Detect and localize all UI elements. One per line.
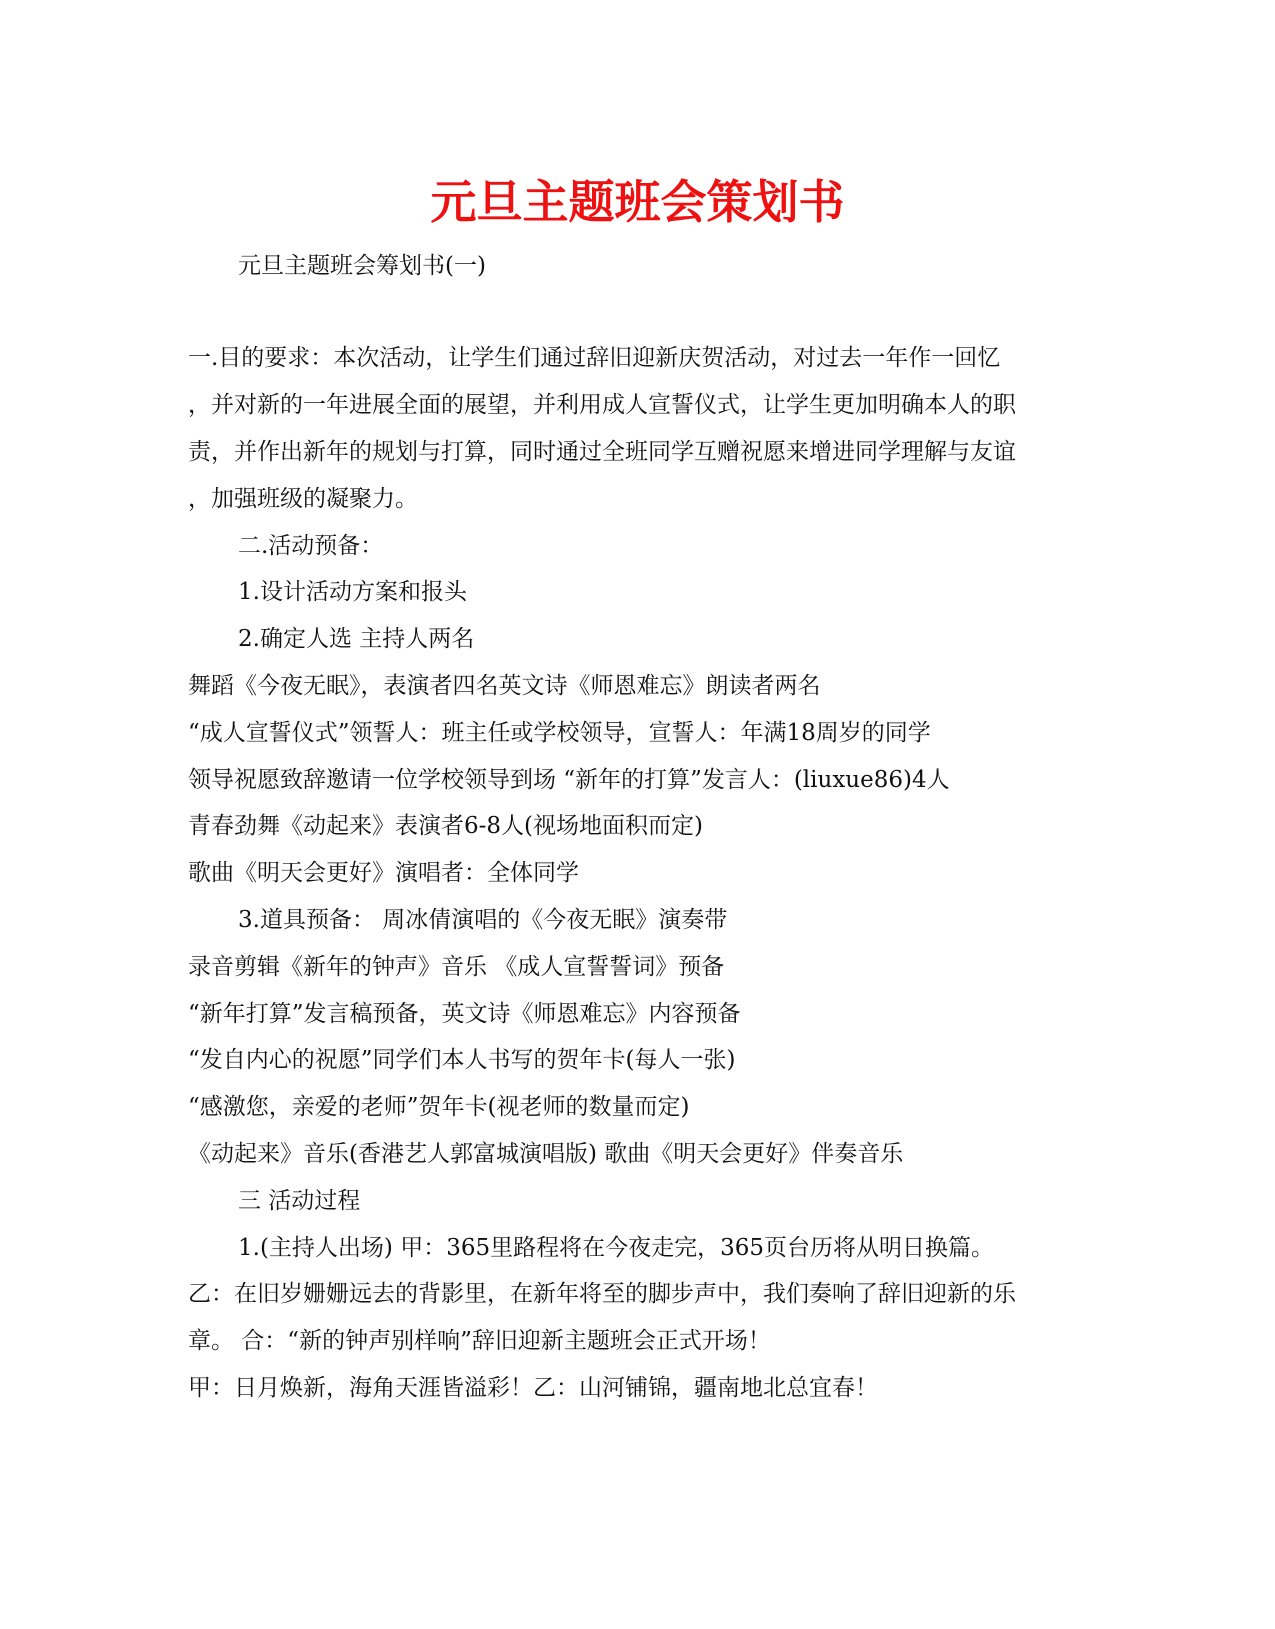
paragraph-line-leader: 领导祝愿致辞邀请一位学校领导到场 “新年的打算”发言人：(liuxue86)4人	[188, 767, 950, 793]
paragraph-line-3: 责，并作出新年的规划与打算，同时通过全班同学互赠祝愿来增进同学理解与友谊	[188, 439, 1016, 465]
document-title: 元旦主题班会策划书	[430, 175, 845, 229]
paragraph-line-dialogue-3: 甲：日月焕新，海角天涯皆溢彩！乙：山河铺锦，疆南地北总宜春！	[188, 1375, 878, 1401]
section-heading-preparation: 二.活动预备：	[238, 533, 384, 559]
list-item-props: 3.道具预备： 周冰倩演唱的《今夜无眠》演奏带	[238, 907, 728, 933]
paragraph-line-4: ，加强班级的凝聚力。	[188, 486, 418, 512]
section-heading-process: 三 活动过程	[238, 1188, 361, 1214]
paragraph-line-1: 一.目的要求：本次活动，让学生们通过辞旧迎新庆贺活动，对过去一年作一回忆	[188, 345, 1001, 371]
paragraph-line-dialogue-2: 章。 合：“新的钟声别样响”辞旧迎新主题班会正式开场！	[188, 1328, 771, 1354]
list-item-people: 2.确定人选 主持人两名	[238, 626, 475, 652]
paragraph-line-thanks: “感激您，亲爱的老师”贺年卡(视老师的数量而定)	[188, 1094, 690, 1120]
paragraph-line-youth-dance: 青春劲舞《动起来》表演者6-8人(视场地面积而定)	[188, 813, 703, 839]
paragraph-line-dialogue-1: 乙：在旧岁姗姗远去的背影里，在新年将至的脚步声中，我们奏响了辞旧迎新的乐	[188, 1281, 1016, 1307]
paragraph-line-2: ，并对新的一年进展全面的展望，并利用成人宣誓仪式，让学生更加明确本人的职	[188, 392, 1016, 418]
paragraph-line-speech: “新年打算”发言稿预备，英文诗《师恩难忘》内容预备	[188, 1001, 741, 1027]
paragraph-line-recording: 录音剪辑《新年的钟声》音乐 《成人宣誓誓词》预备	[188, 954, 725, 980]
paragraph-line-wishes: “发自内心的祝愿”同学们本人书写的贺年卡(每人一张)	[188, 1047, 736, 1073]
document-subtitle: 元旦主题班会筹划书(一)	[238, 253, 486, 279]
list-item-hosts: 1.(主持人出场) 甲：365里路程将在今夜走完，365页台历将从明日换篇。	[238, 1235, 995, 1261]
paragraph-line-song: 歌曲《明天会更好》演唱者：全体同学	[188, 860, 579, 886]
paragraph-line-music: 《动起来》音乐(香港艺人郭富城演唱版) 歌曲《明天会更好》伴奏音乐	[188, 1141, 904, 1167]
list-item-design: 1.设计活动方案和报头	[238, 579, 467, 605]
paragraph-line-oath: “成人宣誓仪式”领誓人：班主任或学校领导，宣誓人：年满18周岁的同学	[188, 720, 931, 746]
paragraph-line-dance: 舞蹈《今夜无眠》，表演者四名英文诗《师恩难忘》朗读者两名	[188, 673, 821, 699]
